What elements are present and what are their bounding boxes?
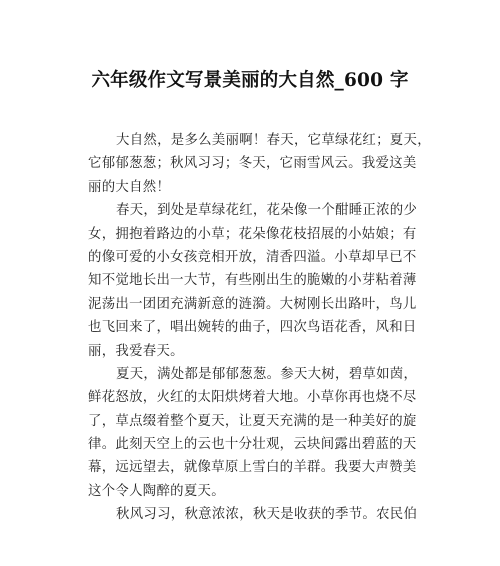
text-line: 夏天，满处都是郁郁葱葱。参天大树，碧草如茵， (116, 366, 418, 382)
text-line: 它郁郁葱葱；秋风习习；冬天，它雨雪风云。我爱这美 (88, 156, 417, 172)
text-line: 丽，我爱春天。 (88, 343, 184, 359)
text-line: 也飞回来了，唱出婉转的曲子，四次鸟语花香，风和日 (88, 320, 417, 336)
text-line: 这个令人陶醉的夏天。 (88, 483, 225, 499)
text-line: 知不觉地长出一大节，有些刚出生的脆嫩的小芽粘着薄 (88, 273, 417, 289)
text-line: 鲜花怒放，火红的太阳烘烤着大地。小草你再也烧不尽 (88, 390, 417, 406)
document-title: 六年级作文写景美丽的大自然_600 字 (91, 70, 409, 91)
text-line: 了，草点缀着整个夏天，让夏天充满的是一种美好的旋 (88, 413, 417, 429)
text-line: 泥荡出一团团充满新意的涟漪。大树刚长出路叶，鸟儿 (88, 296, 417, 312)
text-line: 幕，远远望去，就像草原上雪白的羊群。我要大声赞美 (88, 460, 417, 476)
text-line: 女，拥抱着路边的小草；花朵像花枝招展的小姑娘；有 (88, 226, 417, 242)
text-line: 律。此刻天空上的云也十分壮观，云块间露出碧蓝的天 (88, 437, 417, 453)
text-line: 大自然，是多么美丽啊！春天，它草绿花红；夏天， (116, 133, 431, 148)
text-line: 的像可爱的小女孩竞相开放，清香四溢。小草却早已不 (88, 249, 417, 265)
document-body (88, 129, 431, 527)
text-line: 秋风习习，秋意浓浓，秋天是收获的季节。农民伯 (116, 507, 418, 523)
text-line: 春天，到处是草绿花红，花朵像一个酣睡正浓的少 (116, 203, 418, 219)
text-line: 丽的大自然！ (88, 179, 171, 195)
